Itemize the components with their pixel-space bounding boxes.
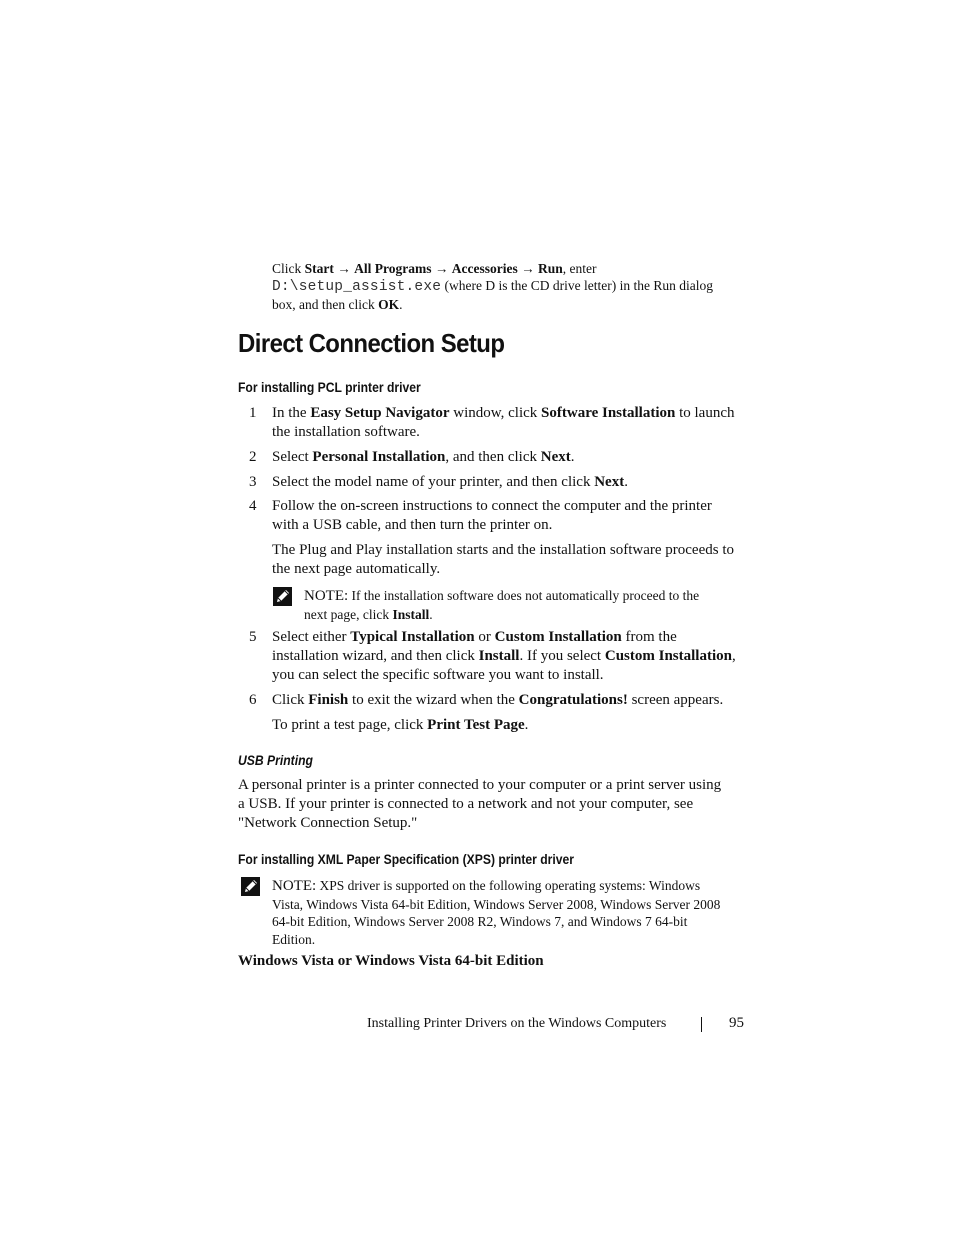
text: XPS driver is supported on the following operating systems: Windows	[316, 878, 701, 893]
ok-label: OK	[378, 297, 400, 312]
step-4-text	[272, 497, 742, 535]
test-page-paragraph	[272, 716, 742, 735]
text: the next page automatically.	[272, 561, 441, 577]
arrow: →	[517, 261, 538, 276]
text: with a USB cable, and then turn the printer on.	[272, 517, 553, 533]
next-label: Next	[594, 474, 625, 490]
custom-installation-label: Custom Installation	[604, 648, 732, 664]
step-number: 1	[249, 405, 257, 421]
step-2-text	[272, 448, 742, 467]
text: Select the model name of your printer, and then click	[272, 474, 595, 490]
easy-setup-navigator-label: Easy Setup Navigator	[310, 405, 450, 421]
text: from the	[621, 629, 677, 645]
menu-all-programs: All Programs	[354, 261, 432, 276]
text: installation wizard, and then click	[272, 648, 479, 664]
footer-divider	[701, 1017, 702, 1032]
intro-text: , enter	[562, 261, 597, 276]
arrow: →	[431, 261, 452, 276]
text: the installation software.	[272, 424, 420, 440]
step-number: 2	[249, 449, 257, 465]
typical-installation-label: Typical Installation	[350, 629, 475, 645]
intro-instructions	[272, 260, 742, 313]
footer-title: Installing Printer Drivers on the Windows Computers	[367, 1016, 667, 1031]
text: window, click	[449, 405, 542, 421]
text: In the	[272, 405, 311, 421]
intro-line-3	[272, 296, 742, 313]
install-label: Install	[392, 606, 430, 622]
page-number: 95	[729, 1015, 744, 1031]
text: .	[624, 474, 628, 490]
setup-path: D:\setup_assist.exe	[272, 279, 442, 295]
text: Select	[272, 449, 313, 465]
text: to launch	[675, 405, 735, 421]
pencil-note-icon	[241, 877, 260, 896]
text: "Network Connection Setup."	[238, 815, 418, 831]
text: The Plug and Play installation starts and the installation software proceeds to	[272, 542, 734, 558]
menu-accessories: Accessories	[451, 261, 518, 276]
congratulations-label: Congratulations!	[518, 692, 628, 708]
print-test-page-label: Print Test Page	[427, 717, 525, 733]
text: a USB. If your printer is connected to a network and not your computer, see	[238, 796, 694, 812]
finish-label: Finish	[308, 692, 349, 708]
note-label: NOTE:	[304, 588, 349, 604]
step-number: 6	[249, 692, 257, 708]
period: .	[399, 297, 403, 312]
pcl-heading: For installing PCL printer driver	[238, 380, 421, 395]
software-installation-label: Software Installation	[541, 405, 676, 421]
xps-heading: For installing XML Paper Specification (XPS) printer driver	[238, 852, 574, 867]
text: .	[524, 717, 529, 733]
text: to exit the wizard when the	[348, 692, 519, 708]
text: you can select the specific software you want to install.	[272, 667, 604, 683]
usb-paragraph	[238, 776, 743, 833]
arrow: →	[333, 261, 355, 276]
menu-start: Start	[304, 261, 334, 276]
plug-and-play-paragraph	[272, 541, 742, 579]
install-label: Install	[478, 648, 520, 664]
intro-line-2	[272, 277, 742, 296]
personal-installation-label: Personal Installation	[312, 449, 446, 465]
step-number: 4	[249, 498, 257, 514]
intro-text: box, and then click	[272, 297, 379, 312]
text: Edition.	[272, 931, 316, 947]
text: 64-bit Edition, Windows Server 2008 R2, Windows 7, and Windows 7 64-bit	[272, 914, 688, 929]
text: , and then click	[445, 449, 541, 465]
text: If the installation software does not automatically proceed to the	[348, 588, 700, 603]
note-xps-support	[272, 877, 742, 948]
text: ,	[731, 648, 736, 664]
step-number: 5	[249, 629, 257, 645]
section-title: Direct Connection Setup	[238, 328, 505, 358]
text: screen appears.	[627, 692, 724, 708]
menu-run: Run	[537, 261, 563, 276]
text: To print a test page, click	[272, 717, 428, 733]
text: Vista, Windows Vista 64-bit Edition, Windows Server 2008, Windows Server 2008	[272, 896, 721, 912]
text: . If you select	[519, 648, 605, 664]
text: Click	[272, 692, 309, 708]
note-label: NOTE:	[272, 878, 317, 894]
intro-text: (where D is the CD drive letter) in the Run dialog	[441, 278, 713, 293]
usb-printing-heading: USB Printing	[238, 753, 313, 768]
text: next page, click	[304, 606, 393, 622]
step-5-text	[272, 628, 742, 685]
note-installation	[304, 587, 744, 623]
vista-heading: Windows Vista or Windows Vista 64-bit Edition	[238, 953, 544, 969]
text: Select either	[272, 629, 351, 645]
text: .	[570, 449, 575, 465]
intro-line-1	[272, 260, 742, 277]
step-3-text	[272, 473, 742, 492]
text: or	[474, 629, 495, 645]
text: .	[429, 606, 433, 622]
next-label: Next	[540, 449, 571, 465]
step-1-text	[272, 404, 742, 442]
step-6-text	[272, 691, 742, 710]
custom-installation-label: Custom Installation	[494, 629, 622, 645]
intro-text: Click	[272, 261, 305, 276]
pencil-note-icon	[273, 587, 292, 606]
step-number: 3	[249, 474, 257, 490]
text: Follow the on-screen instructions to connect the computer and the printer	[272, 498, 712, 514]
text: A personal printer is a printer connected to your computer or a print server using	[238, 777, 722, 793]
